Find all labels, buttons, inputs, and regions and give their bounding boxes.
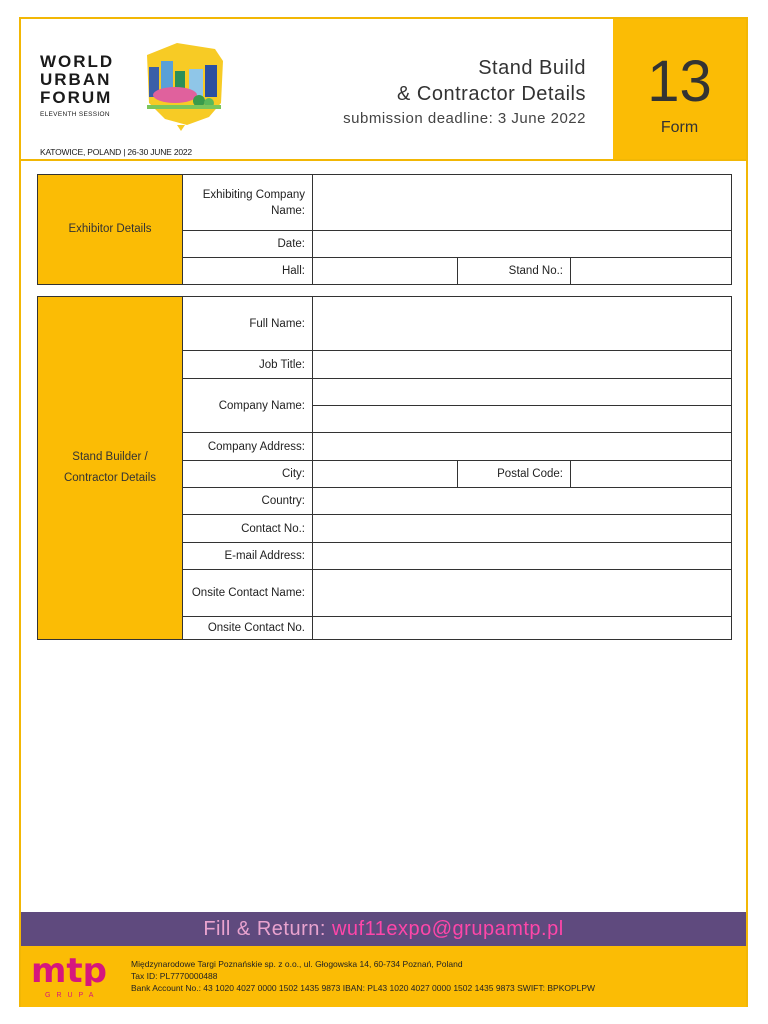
- logo-title: WORLD URBAN FORUM: [40, 52, 115, 107]
- contractor-details-table: [37, 296, 732, 640]
- company-address-line: Międzynarodowe Targi Poznańskie sp. z o.o., ul. Głogowska 14, 60-734 Poznań, Poland: [131, 959, 463, 969]
- company-address-label: Company Address:: [183, 433, 313, 461]
- form-label: Form: [660, 119, 699, 136]
- company-address-field[interactable]: [313, 433, 732, 461]
- company-name-field-line1[interactable]: [313, 379, 732, 406]
- company-name-field-line2[interactable]: [313, 406, 732, 433]
- logo-session: ELEVENTH SESSION: [40, 111, 110, 118]
- exhibiting-company-field[interactable]: [313, 175, 732, 231]
- form-number: 13: [647, 49, 712, 114]
- city-illustration-icon: [137, 41, 227, 131]
- stand-no-field[interactable]: [571, 258, 732, 285]
- bank-account-line: Bank Account No.: 43 1020 4027 0000 1502 1435 9873 IBAN: PL43 1020 4027 0000 1502 1435 9873 SWIFT: BPKOPLPW: [131, 983, 596, 993]
- wuf-logo: [37, 41, 237, 161]
- hall-field[interactable]: [313, 258, 458, 285]
- onsite-contact-name-label: Onsite Contact Name:: [183, 570, 313, 617]
- form-title-line2: & Contractor Details: [397, 83, 586, 105]
- company-info: [131, 958, 595, 994]
- fill-return-bar: [21, 912, 746, 946]
- svg-text:mtp: mtp: [31, 954, 108, 986]
- hall-label: Hall:: [183, 258, 313, 285]
- exhibitor-details-table: [37, 174, 732, 285]
- full-name-field[interactable]: [313, 297, 732, 351]
- job-title-label: Job Title:: [183, 351, 313, 379]
- city-field[interactable]: [313, 461, 458, 488]
- city-label: City:: [183, 461, 313, 488]
- date-label: Date:: [183, 231, 313, 258]
- fill-return-lead: Fill & Return:: [203, 918, 332, 940]
- fill-return-email-link[interactable]: wuf11expo@grupamtp.pl: [331, 918, 564, 940]
- contact-no-label: Contact No.:: [183, 515, 313, 543]
- form-number-box: [613, 19, 746, 159]
- mtp-grupa-label: GRUPA: [45, 992, 100, 999]
- job-title-field[interactable]: [313, 351, 732, 379]
- email-label: E-mail Address:: [183, 543, 313, 570]
- form-header: [21, 19, 746, 161]
- onsite-contact-no-field[interactable]: [313, 617, 732, 640]
- postal-code-label: Postal Code:: [458, 461, 571, 488]
- submission-deadline: submission deadline: 3 June 2022: [343, 110, 586, 127]
- email-field[interactable]: [313, 543, 732, 570]
- exhibiting-company-label: Exhibiting Company Name:: [183, 175, 313, 231]
- company-name-label: Company Name:: [183, 379, 313, 433]
- form-title-line1: Stand Build: [478, 57, 586, 79]
- contractor-section-label: Stand Builder / Contractor Details: [38, 297, 183, 640]
- date-field[interactable]: [313, 231, 732, 258]
- mtp-logo-icon: [31, 954, 111, 986]
- logo-place: KATOWICE, POLAND | 26-30 JUNE 2022: [40, 147, 192, 157]
- onsite-contact-name-field[interactable]: [313, 570, 732, 617]
- mtp-logo: [31, 954, 111, 999]
- page-footer: [21, 946, 746, 1007]
- postal-code-field[interactable]: [571, 461, 732, 488]
- contact-no-field[interactable]: [313, 515, 732, 543]
- country-field[interactable]: [313, 488, 732, 515]
- stand-no-label: Stand No.:: [458, 258, 571, 285]
- onsite-contact-no-label: Onsite Contact No.: [183, 617, 313, 640]
- form-title-block: [343, 55, 586, 127]
- form-page: [19, 17, 748, 1007]
- tax-id-line: Tax ID: PL7770000488: [131, 971, 218, 981]
- country-label: Country:: [183, 488, 313, 515]
- exhibitor-section-label: Exhibitor Details: [38, 175, 183, 285]
- full-name-label: Full Name:: [183, 297, 313, 351]
